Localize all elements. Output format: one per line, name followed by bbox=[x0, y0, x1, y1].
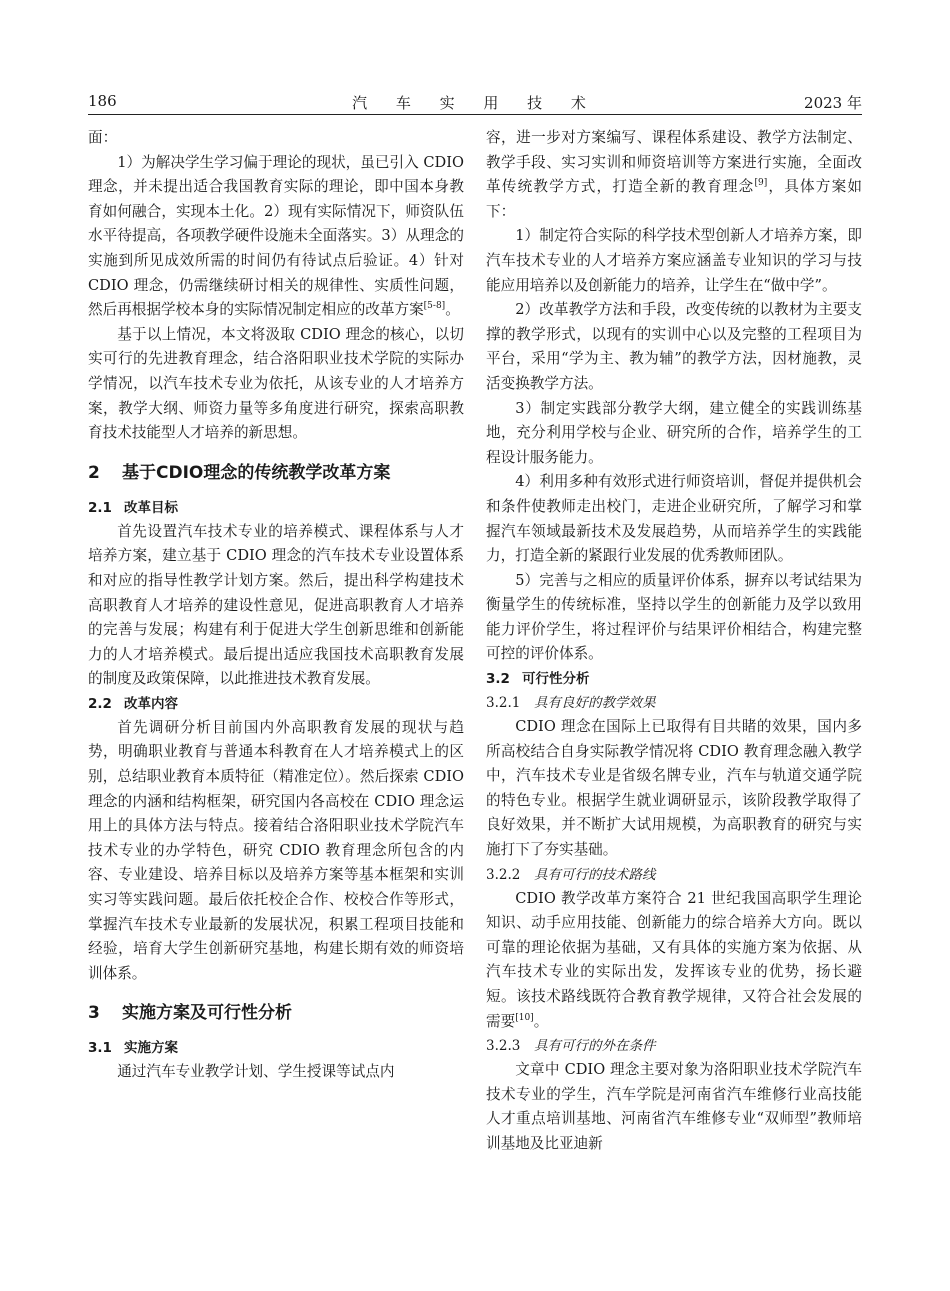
list-item-5: 5）完善与之相应的质量评价体系，摒弃以考试结果为衡量学生的传统标准，坚持以学生的创新能力及学以致用能力评价学生，将过程评价与结果评价相结合，构建完整可控的评价体系。 bbox=[486, 571, 862, 663]
citation: [10] bbox=[515, 1012, 534, 1023]
page-number: 186 bbox=[88, 92, 117, 110]
paragraph-approach: 基于以上情况，本文将汲取 CDIO 理念的核心，以切实可行的先进教育理念，结合洛阳职业技术学院的实际办学情况，以汽车技术专业为依托，从该专业的人才培养方案，教学大纲、师资力量等多角度进行研究，探索高职教育技术技能型人才培养的新思想。 bbox=[88, 325, 464, 442]
subsubsection-heading-3-2-1: 3.2.1 具有良好的教学效果 bbox=[486, 695, 656, 712]
paragraph-external-conditions: 文章中 CDIO 理念主要对象为洛阳职业技术学院汽车技术专业的学生，汽车学院是河南省汽车维修行业高技能人才重点培训基地、河南省汽车维修专业“双师型”教师培训基地及比亚迪新 bbox=[486, 1061, 862, 1152]
paragraph-continuation: 面： bbox=[88, 129, 118, 146]
list-item-3: 3）制定实践部分教学大纲，建立健全的实践训练基地，充分利用学校与企业、研究所的合作，培养学生的工程设计服务能力。 bbox=[486, 399, 862, 466]
journal-title: 汽 车 实 用 技 术 bbox=[352, 94, 598, 112]
subsection-heading-2-2: 2.2 改革内容 bbox=[88, 695, 178, 712]
list-item-1: 1）制定符合实际的科学技术型创新人才培养方案，即汽车技术专业的人才培养方案应涵盖专业知识的学习与技能应用培养以及创新能力的培养，让学生在“做中学”。 bbox=[486, 227, 862, 294]
running-header bbox=[88, 92, 862, 115]
citation: [9] bbox=[754, 178, 768, 189]
list-item-2: 2）改革教学方法和手段，改变传统的以教材为主要支撑的教学形式，以现有的实训中心以及完整的工程项目为平台，采用“学为主、教为辅”的教学方法，因材施教，灵活变换教学方法。 bbox=[486, 301, 862, 392]
paragraph-issues: 1）为解决学生学习偏于理论的现状，虽已引入 CDIO 理念，并未提出适合我国教育实际的理论，即中国本身教育如何融合，实现本土化。2）现有实际情况下，师资队伍水平待提高，各项教学硬件设施未全面落实。3）从理念的实施到所见成效所需的时间仍有待试点后验证。4）针对 CDIO 理念，仍需继续研讨相关的规律性、实质性问题，然后再根据学校本身的实际情况制定相应的改革方案[5-8]。 bbox=[88, 153, 464, 319]
left-column bbox=[88, 126, 464, 1085]
right-column bbox=[486, 126, 862, 1157]
subsubsection-heading-3-2-2: 3.2.2 具有可行的技术路线 bbox=[486, 866, 656, 883]
list-item-4: 4）利用多种有效形式进行师资培训，督促并提供机会和条件使教师走出校门，走进企业研究所，了解学习和掌握汽车领域最新技术及发展趋势，从而培养学生的实践能力，打造全新的紧跟行业发展的优秀教师团队。 bbox=[486, 473, 862, 565]
paragraph-content: 首先调研分析目前国内外高职教育发展的现状与趋势，明确职业教育与普通本科教育在人才培养模式上的区别，总结职业教育本质特征（精准定位）。然后探索 CDIO 理念的内涵和结构框架，研究国内各高校在 CDIO 理念运用上的具体方法与特点。接着结合洛阳职业技术学院汽车技术专业的办学特色，研究 CDIO 教育理念所包含的内容、专业建设、培养目标以及培养方案等基本框架和实训实习等实践问题。最后依托校企合作、校校合作等形式，掌握汽车技术专业最新的发展状况，积累工程项目技能和经验，培育大学生创新研究基地，构建长期有效的师资培训体系。 bbox=[88, 718, 464, 982]
paragraph-teaching-effect: CDIO 理念在国际上已取得有目共睹的效果，国内多所高校结合自身实际教学情况将 CDIO 教育理念融入教学中，汽车技术专业是省级名牌专业，汽车与轨道交通学院的特色专业。根据学生就业调研显示，该阶段教学取得了良好效果，并不断扩大试用规模，为高职教育的研究与实施打下了夯实基础。 bbox=[486, 718, 862, 859]
paragraph-implementation-start: 通过汽车专业教学计划、学生授课等试点内 bbox=[117, 1063, 395, 1081]
section-heading-2: 2 基于CDIO理念的传统教学改革方案 bbox=[88, 462, 391, 483]
subsection-heading-3-1: 3.1 实施方案 bbox=[88, 1040, 178, 1057]
subsubsection-heading-3-2-3: 3.2.3 具有可行的外在条件 bbox=[486, 1038, 656, 1055]
subsection-heading-3-2: 3.2 可行性分析 bbox=[486, 671, 590, 688]
paragraph-technical-route: CDIO 教学改革方案符合 21 世纪我国高职学生理论知识、动手应用技能、创新能力的综合培养大方向。既以可靠的理论依据为基础，又有具体的实施方案为依据、从汽车技术专业的实际出发，发挥该专业的优势，扬长避短。该技术路线既符合教育教学规律，又符合社会发展的需要[10]。 bbox=[486, 889, 862, 1030]
citation: [5-8] bbox=[423, 301, 446, 312]
paragraph-implementation-cont: 容，进一步对方案编写、课程体系建设、教学方法制定、教学手段、实习实训和师资培训等方案进行实施，全面改革传统教学方式，打造全新的教育理念[9]，具体方案如下： bbox=[486, 129, 862, 220]
journal-year: 2023 年 bbox=[804, 94, 862, 112]
paragraph-goals: 首先设置汽车技术专业的培养模式、课程体系与人才培养方案，建立基于 CDIO 理念的汽车技术专业设置体系和对应的指导性教学计划方案。然后，提出科学构建技术高职教育人才培养的建设性意见，促进高职教育人才培养的完善与发展；构建有利于促进大学生创新思维和创新能力的人才培养模式。最后提出适应我国技术高职教育发展的制度及政策保障，以此推进技术教育发展。 bbox=[88, 522, 464, 688]
section-heading-3: 3 实施方案及可行性分析 bbox=[88, 1003, 292, 1024]
subsection-heading-2-1: 2.1 改革目标 bbox=[88, 499, 178, 516]
